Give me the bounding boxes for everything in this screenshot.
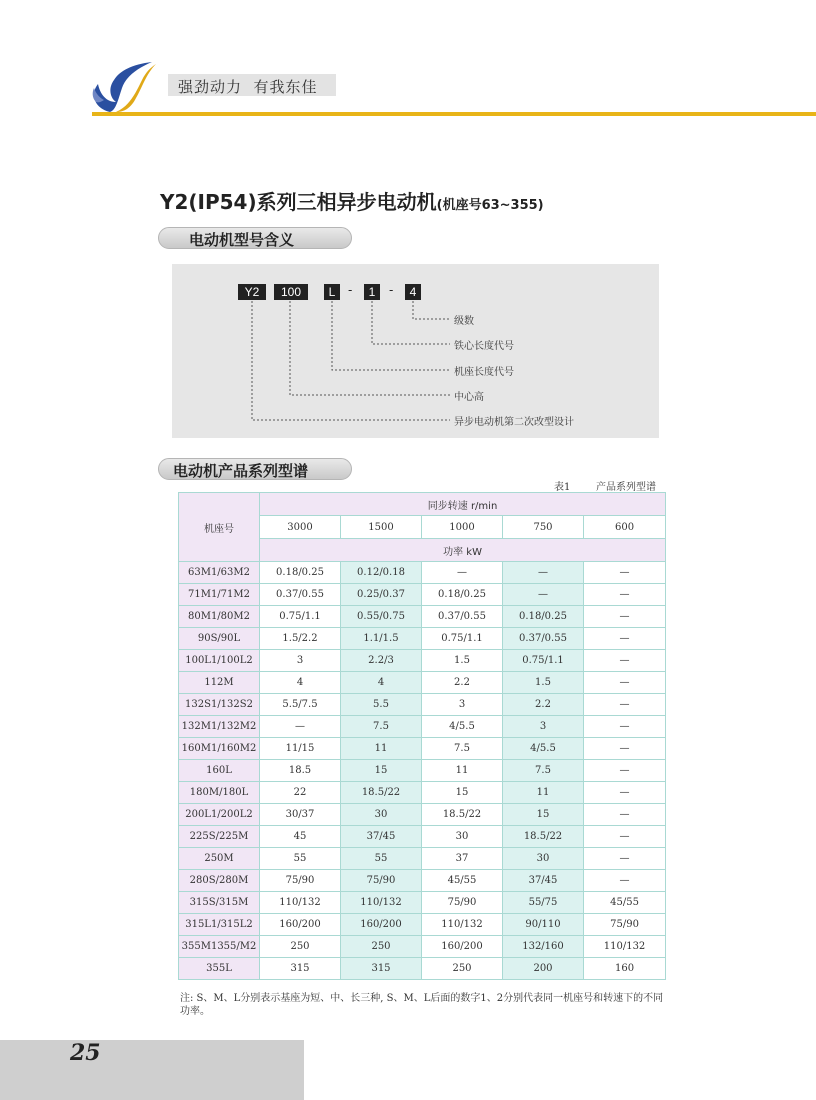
table-row bbox=[179, 936, 666, 958]
table-row bbox=[179, 826, 666, 848]
power-cell: 4 bbox=[341, 672, 422, 694]
power-cell: 132/160 bbox=[503, 936, 584, 958]
page-title-sub: (机座号63~355) bbox=[436, 198, 544, 213]
power-cell: 1.5 bbox=[503, 672, 584, 694]
code-poles: 4 bbox=[405, 284, 421, 300]
power-cell: 0.75/1.1 bbox=[503, 650, 584, 672]
speed-header-cell: 1500 bbox=[341, 516, 422, 539]
speed-header-cell: 3000 bbox=[260, 516, 341, 539]
power-cell: 18.5 bbox=[260, 760, 341, 782]
table-footnote: 注: S、M、L分别表示基座为短、中、长三种, S、M、L后面的数字1、2分别代表同一机座号和转速下的不同功率。 bbox=[180, 993, 664, 1017]
table-row bbox=[179, 782, 666, 804]
power-cell: 110/132 bbox=[422, 914, 503, 936]
power-cell: 11/15 bbox=[260, 738, 341, 760]
label-redesign: 异步电动机第二次改型设计 bbox=[454, 417, 574, 428]
power-cell: — bbox=[584, 694, 666, 716]
frame-number-cell: 200L1/200L2 bbox=[179, 804, 260, 826]
power-cell: 110/132 bbox=[260, 892, 341, 914]
table-row bbox=[179, 760, 666, 782]
power-cell: 30 bbox=[422, 826, 503, 848]
power-cell: 55 bbox=[341, 848, 422, 870]
frame-number-cell: 280S/280M bbox=[179, 870, 260, 892]
power-cell: — bbox=[584, 870, 666, 892]
table-row bbox=[179, 650, 666, 672]
code-frame-length: L bbox=[324, 284, 340, 300]
power-cell: 45/55 bbox=[422, 870, 503, 892]
power-cell: 200 bbox=[503, 958, 584, 980]
speed-header-cell: 750 bbox=[503, 516, 584, 539]
power-cell: 0.37/0.55 bbox=[422, 606, 503, 628]
power-cell: 110/132 bbox=[341, 892, 422, 914]
power-cell: — bbox=[584, 584, 666, 606]
power-cell: 37/45 bbox=[503, 870, 584, 892]
power-cell: — bbox=[260, 716, 341, 738]
table-row bbox=[179, 694, 666, 716]
power-cell: — bbox=[584, 782, 666, 804]
page-title bbox=[160, 186, 544, 215]
power-cell: 3 bbox=[503, 716, 584, 738]
power-cell: 15 bbox=[503, 804, 584, 826]
sync-speed-header: 同步转速 r/min bbox=[260, 493, 666, 516]
section-title-product-series: 电动机产品系列型谱 bbox=[173, 462, 309, 480]
power-cell: 250 bbox=[422, 958, 503, 980]
frame-number-cell: 132S1/132S2 bbox=[179, 694, 260, 716]
power-cell: — bbox=[584, 628, 666, 650]
power-cell: 18.5/22 bbox=[341, 782, 422, 804]
power-cell: 75/90 bbox=[341, 870, 422, 892]
power-cell: 11 bbox=[503, 782, 584, 804]
power-header: 功率 kW bbox=[260, 539, 666, 562]
power-cell: 315 bbox=[341, 958, 422, 980]
page-number: 25 bbox=[70, 1040, 101, 1066]
label-frame-length: 机座长度代号 bbox=[454, 367, 514, 378]
table-caption-title: 产品系列型谱 bbox=[596, 482, 656, 493]
table-row bbox=[179, 562, 666, 584]
table-row bbox=[179, 738, 666, 760]
power-cell: 160/200 bbox=[422, 936, 503, 958]
table-caption-number: 表1 bbox=[554, 482, 571, 493]
frame-number-cell: 90S/90L bbox=[179, 628, 260, 650]
label-core-length: 铁心长度代号 bbox=[454, 341, 514, 352]
power-cell: 75/90 bbox=[422, 892, 503, 914]
power-cell: 11 bbox=[422, 760, 503, 782]
frame-number-cell: 180M/180L bbox=[179, 782, 260, 804]
frame-number-cell: 160L bbox=[179, 760, 260, 782]
power-cell: 1.5/2.2 bbox=[260, 628, 341, 650]
power-cell: 315 bbox=[260, 958, 341, 980]
header-divider bbox=[92, 112, 816, 116]
power-cell: 0.18/0.25 bbox=[260, 562, 341, 584]
footer-bar bbox=[0, 1040, 304, 1100]
table-row bbox=[179, 606, 666, 628]
power-cell: 110/132 bbox=[584, 936, 666, 958]
power-cell: — bbox=[584, 738, 666, 760]
power-cell: 30 bbox=[503, 848, 584, 870]
product-series-table bbox=[178, 492, 666, 980]
power-cell: 18.5/22 bbox=[422, 804, 503, 826]
power-cell: 5.5 bbox=[341, 694, 422, 716]
table-row bbox=[179, 958, 666, 980]
frame-number-header: 机座号 bbox=[179, 493, 260, 562]
power-cell: 45/55 bbox=[584, 892, 666, 914]
table-row bbox=[179, 804, 666, 826]
speed-header-cell: 1000 bbox=[422, 516, 503, 539]
power-cell: — bbox=[584, 804, 666, 826]
power-cell: 0.55/0.75 bbox=[341, 606, 422, 628]
frame-number-cell: 63M1/63M2 bbox=[179, 562, 260, 584]
power-cell: 37/45 bbox=[341, 826, 422, 848]
code-series: Y2 bbox=[238, 284, 266, 300]
power-cell: — bbox=[503, 562, 584, 584]
company-slogan: 强劲动力 有我东佳 bbox=[178, 78, 318, 96]
power-cell: — bbox=[503, 584, 584, 606]
power-cell: — bbox=[584, 848, 666, 870]
power-cell: 1.1/1.5 bbox=[341, 628, 422, 650]
section-title-model-meaning: 电动机型号含义 bbox=[189, 231, 295, 249]
code-center-height: 100 bbox=[274, 284, 308, 300]
power-cell: 30/37 bbox=[260, 804, 341, 826]
label-poles: 级数 bbox=[454, 316, 474, 327]
power-cell: 7.5 bbox=[503, 760, 584, 782]
table-row bbox=[179, 672, 666, 694]
table-row bbox=[179, 628, 666, 650]
speed-header-cell: 600 bbox=[584, 516, 666, 539]
frame-number-cell: 132M1/132M2 bbox=[179, 716, 260, 738]
label-center-height: 中心高 bbox=[454, 392, 484, 403]
power-cell: 4 bbox=[260, 672, 341, 694]
power-cell: 4/5.5 bbox=[422, 716, 503, 738]
frame-number-cell: 315L1/315L2 bbox=[179, 914, 260, 936]
power-cell: 15 bbox=[341, 760, 422, 782]
power-cell: 2.2 bbox=[503, 694, 584, 716]
power-cell: 0.37/0.55 bbox=[503, 628, 584, 650]
frame-number-cell: 355L bbox=[179, 958, 260, 980]
power-cell: — bbox=[584, 760, 666, 782]
power-cell: 4/5.5 bbox=[503, 738, 584, 760]
power-cell: 11 bbox=[341, 738, 422, 760]
power-cell: 7.5 bbox=[422, 738, 503, 760]
power-cell: 30 bbox=[341, 804, 422, 826]
frame-number-cell: 315S/315M bbox=[179, 892, 260, 914]
frame-number-cell: 160M1/160M2 bbox=[179, 738, 260, 760]
code-dash-2: - bbox=[389, 283, 394, 297]
power-cell: 160/200 bbox=[260, 914, 341, 936]
power-cell: — bbox=[584, 716, 666, 738]
page-title-main: Y2(IP54)系列三相异步电动机 bbox=[160, 190, 437, 214]
power-cell: 3 bbox=[422, 694, 503, 716]
power-cell: 0.75/1.1 bbox=[422, 628, 503, 650]
power-cell: 15 bbox=[422, 782, 503, 804]
table-row bbox=[179, 892, 666, 914]
power-cell: — bbox=[584, 672, 666, 694]
power-cell: 160/200 bbox=[341, 914, 422, 936]
power-cell: 0.12/0.18 bbox=[341, 562, 422, 584]
power-cell: — bbox=[584, 650, 666, 672]
power-cell: — bbox=[584, 826, 666, 848]
power-cell: — bbox=[422, 562, 503, 584]
table-row bbox=[179, 870, 666, 892]
power-cell: 250 bbox=[341, 936, 422, 958]
frame-number-cell: 100L1/100L2 bbox=[179, 650, 260, 672]
section-tab-product-series bbox=[158, 458, 352, 480]
power-cell: — bbox=[584, 606, 666, 628]
power-cell: 75/90 bbox=[584, 914, 666, 936]
frame-number-cell: 250M bbox=[179, 848, 260, 870]
frame-number-cell: 355M1355/M2 bbox=[179, 936, 260, 958]
power-cell: 0.25/0.37 bbox=[341, 584, 422, 606]
power-cell: 7.5 bbox=[341, 716, 422, 738]
section-tab-model-meaning bbox=[158, 227, 352, 249]
power-cell: 18.5/22 bbox=[503, 826, 584, 848]
frame-number-cell: 225S/225M bbox=[179, 826, 260, 848]
power-cell: — bbox=[584, 562, 666, 584]
power-cell: 90/110 bbox=[503, 914, 584, 936]
power-cell: 2.2/3 bbox=[341, 650, 422, 672]
power-cell: 2.2 bbox=[422, 672, 503, 694]
table-row bbox=[179, 584, 666, 606]
power-cell: 45 bbox=[260, 826, 341, 848]
power-cell: 0.75/1.1 bbox=[260, 606, 341, 628]
table-row bbox=[179, 914, 666, 936]
frame-number-cell: 112M bbox=[179, 672, 260, 694]
power-cell: 75/90 bbox=[260, 870, 341, 892]
frame-number-cell: 71M1/71M2 bbox=[179, 584, 260, 606]
power-cell: 37 bbox=[422, 848, 503, 870]
code-dash-1: - bbox=[348, 283, 353, 297]
frame-number-cell: 80M1/80M2 bbox=[179, 606, 260, 628]
code-core-length: 1 bbox=[364, 284, 380, 300]
power-cell: 1.5 bbox=[422, 650, 503, 672]
power-cell: 3 bbox=[260, 650, 341, 672]
power-cell: 55/75 bbox=[503, 892, 584, 914]
table-row bbox=[179, 848, 666, 870]
power-cell: 22 bbox=[260, 782, 341, 804]
power-cell: 160 bbox=[584, 958, 666, 980]
power-cell: 250 bbox=[260, 936, 341, 958]
power-cell: 0.18/0.25 bbox=[422, 584, 503, 606]
power-cell: 0.37/0.55 bbox=[260, 584, 341, 606]
power-cell: 5.5/7.5 bbox=[260, 694, 341, 716]
company-logo bbox=[86, 58, 158, 114]
power-cell: 0.18/0.25 bbox=[503, 606, 584, 628]
power-cell: 55 bbox=[260, 848, 341, 870]
table-row bbox=[179, 716, 666, 738]
